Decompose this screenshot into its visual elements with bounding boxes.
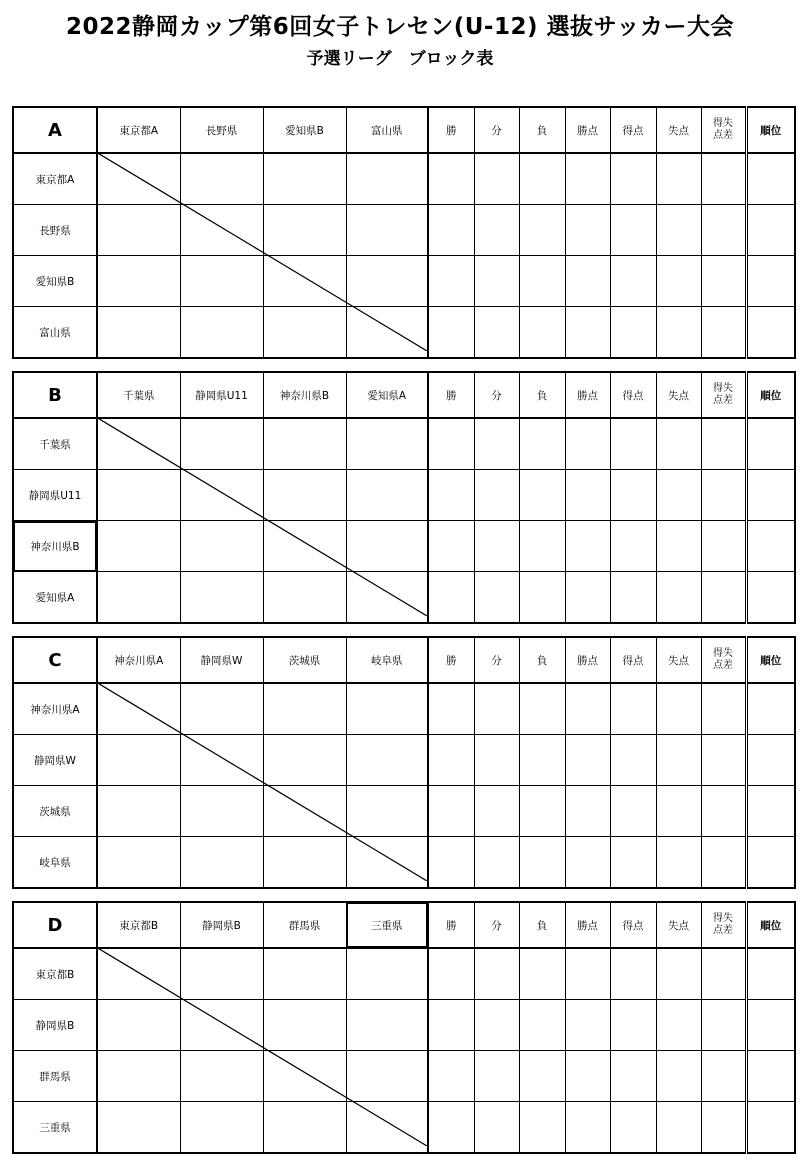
stat-header: 失点: [656, 107, 701, 153]
stat-cell[interactable]: [474, 948, 519, 1000]
stat-cell[interactable]: [474, 1102, 519, 1154]
result-cell[interactable]: [346, 948, 428, 1000]
result-cell[interactable]: [346, 1051, 428, 1102]
column-team-header: 東京都A: [97, 107, 180, 153]
result-cell[interactable]: [263, 948, 346, 1000]
rank-cell[interactable]: [746, 153, 795, 205]
stat-cell[interactable]: [656, 837, 701, 889]
column-team-header: 神奈川県B: [263, 372, 346, 418]
stat-cell[interactable]: [610, 1000, 656, 1051]
result-cell[interactable]: [263, 153, 346, 205]
stat-cell[interactable]: [610, 1051, 656, 1102]
stat-header: 得点: [610, 637, 656, 683]
stat-cell[interactable]: [519, 948, 565, 1000]
result-cell[interactable]: [263, 837, 346, 889]
stat-cell[interactable]: [656, 470, 701, 521]
stat-cell[interactable]: [610, 948, 656, 1000]
stat-cell[interactable]: [474, 1051, 519, 1102]
column-team-header: 千葉県: [97, 372, 180, 418]
row-team-name: 長野県: [13, 205, 97, 256]
stat-header: 勝: [428, 902, 474, 948]
result-cell[interactable]: [346, 572, 428, 624]
stat-header: 得失 点差: [701, 902, 746, 948]
column-team-header: 群馬県: [263, 902, 346, 948]
stat-cell[interactable]: [428, 418, 474, 470]
stat-cell[interactable]: [656, 1051, 701, 1102]
table-row: [13, 418, 795, 470]
column-team-header: 東京都B: [97, 902, 180, 948]
stat-cell[interactable]: [519, 735, 565, 786]
stat-cell[interactable]: [428, 572, 474, 624]
result-cell[interactable]: [346, 470, 428, 521]
stat-cell[interactable]: [428, 837, 474, 889]
result-cell[interactable]: [97, 786, 180, 837]
result-cell[interactable]: [180, 1102, 263, 1154]
stat-cell[interactable]: [701, 735, 746, 786]
stat-cell[interactable]: [610, 256, 656, 307]
stat-cell[interactable]: [701, 256, 746, 307]
stat-cell[interactable]: [565, 307, 610, 359]
stat-cell[interactable]: [519, 786, 565, 837]
result-cell[interactable]: [263, 1102, 346, 1154]
rank-cell[interactable]: [746, 572, 795, 624]
stat-header: 勝: [428, 637, 474, 683]
table-row: [13, 1000, 795, 1051]
stat-cell[interactable]: [701, 470, 746, 521]
stat-cell[interactable]: [610, 572, 656, 624]
rank-cell[interactable]: [746, 521, 795, 572]
table-row: [13, 470, 795, 521]
row-team-name: 神奈川県A: [13, 683, 97, 735]
stat-cell[interactable]: [610, 521, 656, 572]
stat-cell[interactable]: [610, 470, 656, 521]
block-letter: A: [13, 107, 97, 153]
table-row: [13, 735, 795, 786]
table-row: [13, 521, 795, 572]
stat-cell[interactable]: [565, 948, 610, 1000]
result-cell[interactable]: [346, 153, 428, 205]
stat-cell[interactable]: [610, 418, 656, 470]
stat-cell[interactable]: [565, 1102, 610, 1154]
stat-cell[interactable]: [474, 521, 519, 572]
block-a-table: [12, 106, 794, 351]
rank-cell[interactable]: [746, 1000, 795, 1051]
stat-cell[interactable]: [701, 418, 746, 470]
result-cell[interactable]: [263, 307, 346, 359]
result-cell[interactable]: [180, 683, 263, 735]
table-row: [13, 837, 795, 889]
result-cell[interactable]: [263, 521, 346, 572]
stat-cell[interactable]: [701, 205, 746, 256]
stat-header: 得失 点差: [701, 107, 746, 153]
stat-cell[interactable]: [519, 683, 565, 735]
result-cell[interactable]: [180, 572, 263, 624]
result-cell[interactable]: [263, 418, 346, 470]
result-cell[interactable]: [263, 572, 346, 624]
stat-header: 負: [519, 902, 565, 948]
stat-cell[interactable]: [656, 1102, 701, 1154]
stat-cell[interactable]: [519, 470, 565, 521]
result-cell[interactable]: [97, 572, 180, 624]
stat-cell[interactable]: [610, 205, 656, 256]
stat-cell[interactable]: [519, 418, 565, 470]
stat-cell[interactable]: [610, 837, 656, 889]
stat-cell[interactable]: [474, 256, 519, 307]
row-team-name: 群馬県: [13, 1051, 97, 1102]
stat-cell[interactable]: [565, 683, 610, 735]
stat-header: 得点: [610, 372, 656, 418]
stat-cell[interactable]: [428, 1051, 474, 1102]
row-team-name: 三重県: [13, 1102, 97, 1154]
stat-cell[interactable]: [656, 1000, 701, 1051]
stat-cell[interactable]: [656, 307, 701, 359]
result-cell[interactable]: [97, 256, 180, 307]
result-cell[interactable]: [346, 735, 428, 786]
stat-cell[interactable]: [656, 418, 701, 470]
rank-cell[interactable]: [746, 307, 795, 359]
result-cell[interactable]: [180, 735, 263, 786]
result-cell[interactable]: [97, 1000, 180, 1051]
row-team-name: 静岡県W: [13, 735, 97, 786]
result-cell[interactable]: [263, 1000, 346, 1051]
row-team-name: 東京都A: [13, 153, 97, 205]
stat-cell[interactable]: [565, 786, 610, 837]
page-title: 2022静岡カップ第6回女子トレセン(U-12) 選抜サッカー大会: [65, 14, 735, 40]
stat-cell[interactable]: [701, 1051, 746, 1102]
stat-cell[interactable]: [565, 153, 610, 205]
block-letter: C: [13, 637, 97, 683]
result-cell[interactable]: [180, 205, 263, 256]
stat-cell[interactable]: [610, 683, 656, 735]
table-row: [13, 572, 795, 624]
stat-header: 分: [474, 107, 519, 153]
table-row: [13, 683, 795, 735]
result-cell[interactable]: [180, 1051, 263, 1102]
column-team-header: 茨城県: [263, 637, 346, 683]
row-team-name: 愛知県A: [13, 572, 97, 624]
result-cell[interactable]: [97, 735, 180, 786]
stat-cell[interactable]: [610, 153, 656, 205]
result-cell[interactable]: [180, 418, 263, 470]
stat-cell[interactable]: [428, 683, 474, 735]
block-letter: D: [13, 902, 97, 948]
result-cell[interactable]: [346, 1000, 428, 1051]
stat-cell[interactable]: [428, 307, 474, 359]
result-cell[interactable]: [263, 256, 346, 307]
block-d-table: [12, 901, 794, 1146]
stat-header: 分: [474, 637, 519, 683]
stat-cell[interactable]: [428, 153, 474, 205]
result-cell[interactable]: [263, 1051, 346, 1102]
stat-cell[interactable]: [519, 837, 565, 889]
row-team-name: 岐阜県: [13, 837, 97, 889]
rank-cell[interactable]: [746, 256, 795, 307]
result-cell[interactable]: [97, 418, 180, 470]
stat-cell[interactable]: [701, 1000, 746, 1051]
result-cell[interactable]: [97, 837, 180, 889]
result-cell[interactable]: [180, 521, 263, 572]
stat-cell[interactable]: [656, 521, 701, 572]
stat-cell[interactable]: [565, 1051, 610, 1102]
stat-cell[interactable]: [701, 572, 746, 624]
column-team-header: 長野県: [180, 107, 263, 153]
stat-cell[interactable]: [428, 470, 474, 521]
row-team-name: 静岡県B: [13, 1000, 97, 1051]
rank-cell[interactable]: [746, 418, 795, 470]
rank-cell[interactable]: [746, 1051, 795, 1102]
stat-cell[interactable]: [428, 1102, 474, 1154]
row-team-name: 神奈川県B: [13, 521, 97, 572]
rank-header: 順位: [746, 637, 795, 683]
stat-cell[interactable]: [701, 837, 746, 889]
block-letter: B: [13, 372, 97, 418]
result-cell[interactable]: [180, 1000, 263, 1051]
stat-cell[interactable]: [656, 153, 701, 205]
row-team-name: 東京都B: [13, 948, 97, 1000]
result-cell[interactable]: [263, 470, 346, 521]
result-cell[interactable]: [97, 948, 180, 1000]
result-cell[interactable]: [180, 470, 263, 521]
stat-cell[interactable]: [519, 1102, 565, 1154]
rank-cell[interactable]: [746, 470, 795, 521]
column-team-header: 静岡県B: [180, 902, 263, 948]
rank-cell[interactable]: [746, 948, 795, 1000]
result-cell[interactable]: [346, 786, 428, 837]
stat-cell[interactable]: [428, 205, 474, 256]
stat-cell[interactable]: [519, 307, 565, 359]
stat-cell[interactable]: [656, 572, 701, 624]
page-subtitle: 予選リーグ ブロック表: [306, 49, 494, 69]
stat-cell[interactable]: [565, 837, 610, 889]
result-cell[interactable]: [97, 1102, 180, 1154]
stat-cell[interactable]: [428, 786, 474, 837]
stat-cell[interactable]: [428, 948, 474, 1000]
stat-header: 勝点: [565, 107, 610, 153]
stat-cell[interactable]: [565, 572, 610, 624]
stat-cell[interactable]: [474, 418, 519, 470]
result-cell[interactable]: [180, 948, 263, 1000]
stat-header: 失点: [656, 637, 701, 683]
result-cell[interactable]: [263, 683, 346, 735]
stat-header: 勝点: [565, 637, 610, 683]
stat-cell[interactable]: [428, 256, 474, 307]
stat-cell[interactable]: [474, 786, 519, 837]
result-cell[interactable]: [346, 1102, 428, 1154]
stat-header: 失点: [656, 902, 701, 948]
stat-cell[interactable]: [656, 948, 701, 1000]
stat-header: 得失 点差: [701, 372, 746, 418]
column-team-header: 富山県: [346, 107, 428, 153]
result-cell[interactable]: [97, 205, 180, 256]
stat-cell[interactable]: [701, 521, 746, 572]
table-row: [13, 1051, 795, 1102]
stat-cell[interactable]: [519, 572, 565, 624]
rank-cell[interactable]: [746, 205, 795, 256]
result-cell[interactable]: [180, 153, 263, 205]
stat-cell[interactable]: [610, 1102, 656, 1154]
stat-cell[interactable]: [474, 1000, 519, 1051]
stat-header: 得失 点差: [701, 637, 746, 683]
table-row: [13, 205, 795, 256]
stat-cell[interactable]: [519, 521, 565, 572]
stat-cell[interactable]: [565, 418, 610, 470]
stat-cell[interactable]: [428, 521, 474, 572]
result-cell[interactable]: [180, 786, 263, 837]
stat-header: 失点: [656, 372, 701, 418]
column-team-header: 三重県: [346, 902, 428, 948]
result-cell[interactable]: [346, 205, 428, 256]
rank-cell[interactable]: [746, 735, 795, 786]
block-c-table: [12, 636, 794, 881]
result-cell[interactable]: [346, 521, 428, 572]
stat-cell[interactable]: [701, 683, 746, 735]
result-cell[interactable]: [263, 205, 346, 256]
row-team-name: 茨城県: [13, 786, 97, 837]
row-team-name: 富山県: [13, 307, 97, 359]
result-cell[interactable]: [180, 307, 263, 359]
stat-header: 得点: [610, 902, 656, 948]
column-team-header: 静岡県U11: [180, 372, 263, 418]
stat-cell[interactable]: [565, 521, 610, 572]
stat-cell[interactable]: [474, 683, 519, 735]
table-row: [13, 256, 795, 307]
stat-cell[interactable]: [428, 735, 474, 786]
stat-header: 得点: [610, 107, 656, 153]
stat-cell[interactable]: [428, 1000, 474, 1051]
result-cell[interactable]: [346, 256, 428, 307]
rank-cell[interactable]: [746, 683, 795, 735]
table-row: [13, 948, 795, 1000]
rank-cell[interactable]: [746, 786, 795, 837]
stat-cell[interactable]: [610, 786, 656, 837]
stat-cell[interactable]: [474, 470, 519, 521]
rank-header: 順位: [746, 372, 795, 418]
stat-cell[interactable]: [474, 153, 519, 205]
stat-cell[interactable]: [519, 153, 565, 205]
stat-cell[interactable]: [701, 948, 746, 1000]
result-cell[interactable]: [346, 683, 428, 735]
stat-cell[interactable]: [656, 256, 701, 307]
stat-header: 勝点: [565, 902, 610, 948]
column-team-header: 岐阜県: [346, 637, 428, 683]
stat-cell[interactable]: [519, 1000, 565, 1051]
stat-cell[interactable]: [656, 205, 701, 256]
result-cell[interactable]: [97, 153, 180, 205]
table-row: [13, 786, 795, 837]
row-team-name: 愛知県B: [13, 256, 97, 307]
stat-cell[interactable]: [701, 1102, 746, 1154]
stat-cell[interactable]: [565, 1000, 610, 1051]
stat-cell[interactable]: [610, 735, 656, 786]
stat-cell[interactable]: [701, 786, 746, 837]
rank-cell[interactable]: [746, 837, 795, 889]
stat-cell[interactable]: [656, 786, 701, 837]
result-cell[interactable]: [97, 307, 180, 359]
stat-cell[interactable]: [701, 153, 746, 205]
stat-cell[interactable]: [519, 1051, 565, 1102]
column-team-header: 愛知県A: [346, 372, 428, 418]
rank-header: 順位: [746, 902, 795, 948]
result-cell[interactable]: [263, 735, 346, 786]
stat-cell[interactable]: [701, 307, 746, 359]
stat-cell[interactable]: [474, 572, 519, 624]
result-cell[interactable]: [180, 256, 263, 307]
stat-header: 分: [474, 902, 519, 948]
column-team-header: 愛知県B: [263, 107, 346, 153]
stat-cell[interactable]: [474, 205, 519, 256]
stat-cell[interactable]: [519, 205, 565, 256]
stat-cell[interactable]: [474, 735, 519, 786]
row-team-name: 千葉県: [13, 418, 97, 470]
stat-header: 勝点: [565, 372, 610, 418]
result-cell[interactable]: [97, 470, 180, 521]
block-b-table: [12, 371, 794, 616]
stat-cell[interactable]: [474, 307, 519, 359]
stat-cell[interactable]: [565, 256, 610, 307]
stat-cell[interactable]: [656, 683, 701, 735]
result-cell[interactable]: [97, 683, 180, 735]
column-team-header: 神奈川県A: [97, 637, 180, 683]
stat-header: 負: [519, 107, 565, 153]
table-row: [13, 153, 795, 205]
stat-cell[interactable]: [565, 470, 610, 521]
result-cell[interactable]: [97, 1051, 180, 1102]
result-cell[interactable]: [180, 837, 263, 889]
stat-header: 勝: [428, 107, 474, 153]
row-team-name: 静岡県U11: [13, 470, 97, 521]
result-cell[interactable]: [97, 521, 180, 572]
stat-header: 分: [474, 372, 519, 418]
rank-header: 順位: [746, 107, 795, 153]
stat-cell[interactable]: [656, 735, 701, 786]
column-team-header: 静岡県W: [180, 637, 263, 683]
stat-cell[interactable]: [565, 735, 610, 786]
stat-header: 勝: [428, 372, 474, 418]
rank-cell[interactable]: [746, 1102, 795, 1154]
table-row: [13, 1102, 795, 1154]
result-cell[interactable]: [346, 307, 428, 359]
table-row: [13, 307, 795, 359]
stat-header: 負: [519, 372, 565, 418]
stat-header: 負: [519, 637, 565, 683]
stat-cell[interactable]: [610, 307, 656, 359]
stat-cell[interactable]: [474, 837, 519, 889]
result-cell[interactable]: [346, 837, 428, 889]
result-cell[interactable]: [263, 786, 346, 837]
stat-cell[interactable]: [519, 256, 565, 307]
stat-cell[interactable]: [565, 205, 610, 256]
result-cell[interactable]: [346, 418, 428, 470]
